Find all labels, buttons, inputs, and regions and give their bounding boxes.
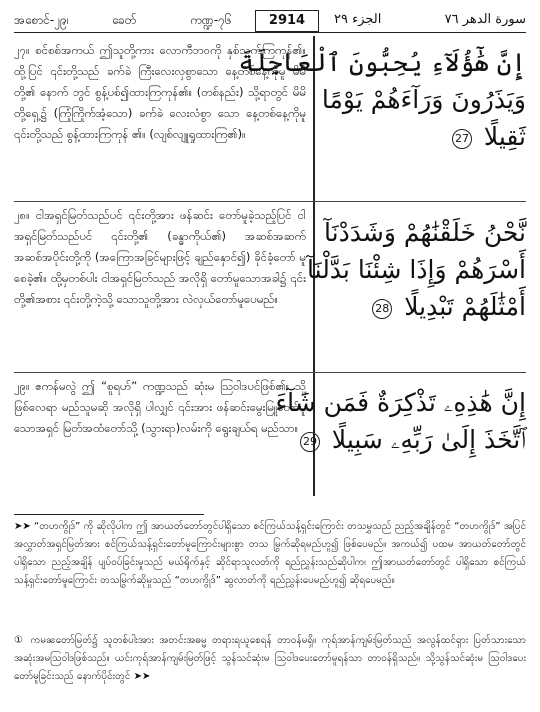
verse-number-badge: 28 [372,299,392,319]
verse-number-badge: 29 [300,432,320,452]
arabic-line: إِنَّ هَٰٓؤُلَآءِ يُحِبُّونَ ٱلْعَاجِلَةَ [238,48,526,77]
arabic-line: ثَقِيلًا 27 [322,118,526,155]
header-juz-mm: ကဏ္ဍ-၇၆ [190,13,232,27]
verse-separator [14,201,526,202]
verse-29-translation: ၂၉။ ဧကန်မလွဲ ဤ “စူရဟ်” ကဏ္ဍသည် ဆုံးမ သြဝါဒပင်ဖြစ်၏။ သို့ဖြစ်လေရာ မည်သူမဆို အလိုရှိ ပါလျှင် ၎င်းအား ဖန်ဆင်းမွေးမြူတော်မူသောအရှင် မြတ်အထံတော်သို့ (သွားရာ)လမ်းကို ရွေးချယ်ရ မည်သာ။ [14,379,306,435]
page-header [14,10,526,33]
arabic-line: أَمْثَٰلَهُمْ تَبْدِيلًا 28 [322,288,526,325]
header-surah-ar: سورة الدهر ٧٦ [444,12,526,27]
footnote-2: ① ကမၼတော်မြတ်၌ သူတစ်ပါးအား အတင်းအဓမ္မ တရားရယူစေရန် တာဝန်မရှိ။ ကုရ်အာန်ကျမ်းမြတ်သည် အလွန်ထင်ရှား ပြတ်သားသော အဆုံးအမသြဝါဒဖြစ်သည်။ ယင်းကုရ်အာန်ကျမ်းမြတ်ဖြင့် သွန်သင်ဆုံးမ သြဝါဒပေးတော်မူရန်သာ တာဝန်ရှိသည်။ သို့သွန်သင်ဆုံးမ သြဝါဒပေးတော်မူခြင်းသည် နောက်ပိုင်းတွင် ➤➤ [14,635,526,682]
arabic-line: نَّحْنُ خَلَقْنَٰهُمْ وَشَدَدْنَآ [324,218,526,247]
arabic-line: أَسْرَهُمْ وَإِذَا شِئْنَا بَدَّلْنَآ [307,255,526,284]
verse-27-translation: ၂၇။ စင်စစ်အကယ် ဤသူတို့ကား လောကီဘဝကို နှစ်သက်ကြကုန်၏။ ထို့ပြင် ၎င်းတို့သည် ခက်ခဲ ကြီးလေးလှစွာသော နေ့တစ်နေ့ကိုမူ မိမိတို့၏ နောက် ဘွင် စွန့်ပစ်၍ထားကြကုန်၏။ (တစ်နည်း) သို့ရာတွင် မိမိတို့ရှေ့၌ (ကြုံကြိုက်အံ့သော) ခက်ခဲ လေးလံစွာ သော နေ့တစ်နေ့ကိုမူ ၎င်းတို့သည် စွန့်ထားကြကုန် ၏။ (လျစ်လျူရှုထားကြ၏)။ [14,43,306,141]
footnote-1: ➤➤ “တဟကွိုဒ်” ကို ဆိုလိုပါက ဤ အာယတ်တော်တွင်ပါရှိသော စင်ကြယ်သန့်ရှင်းကြောင်း တသမွှသည် ညည့်အချိန်တွင် “တဟကွိုဒ်” အပြင် အလွှာတ်အရှင်မြတ်အား စင်ကြယ်သန့်ရှင်းတော်မူကြောင်းများစွာ တသ မြွက်ဆိုရမည်ဟူ၍ ဖြစ်ပေမည်။ အကယ်၍ ပထမ အာယတ်တော်တွင် ပါရှိသော ညည့်အချိန် ပျပ်ဝပ်ခြင်းမှုသည် မယ်ရိုက်နှင့် ဆိုင်ရာသူလတ်ကို ရည်ညွှန်းသည်ဆိုပါက၊ ဤအာယတ်တော်တွင် ပါရှိသော စင်ကြယ်သန့်ရှင်းတော်မူကြောင်း တသမြွက်ဆိုမှုသည် “တဟကွိုဒ်” ဆွလာတ်ကို ရည်ညွှန်းပေမည်ဟူ၍ ဆိုရပေမည်။ [14,521,526,586]
header-issue: အစောင်-၂၉၊ [14,13,69,27]
verse-number-badge: 27 [452,129,472,149]
header-juz-ar: الجزء ٢٩ [334,12,382,27]
page-number: 2914 [255,10,319,32]
verse-29-arabic [275,384,526,458]
verse-27-arabic [238,44,526,155]
verse-28-arabic [307,214,526,325]
arabic-line: ٱتَّخَذَ إِلَىٰ رَبِّهِۦ سَبِيلًا 29 [322,421,526,458]
footnote-rule [14,514,204,515]
header-chapter: ခေတ် [112,13,137,27]
arabic-line: إِنَّ هَٰذِهِۦ تَذْكِرَةٌ فَمَن شَآءَ [275,388,526,417]
verse-28-translation: ၂၈။ ငါအရှင်မြတ်သည်ပင် ၎င်းတို့အား ဖန်ဆင်း တော်မူခဲ့သည့်ပြင် ငါအရှင်မြတ်သည်ပင် ၎င်းတို့၏ (ခန္ဓာကိုယ်၏) အဆစ်အဆက် အဆစ်အပိုင်းတို့ကို (အကြောအခြင်များဖြင့် ချည်နှောင်၍) ခိုင်ခံ့တော် မူစေခဲ့၏။ ထို့မှတစ်ပါး ငါအရှင်မြတ်သည် အလိုရှိ တော်မူသောအခါ၌ ၎င်းတို့၏အစား ၎င်းတို့ကဲ့သို့ သောသူတို့အား လဲလှယ်တော်မူပေမည်။ [14,208,306,306]
arabic-line: وَيَذَرُونَ وَرَآءَهُمْ يَوْمًا [321,85,526,114]
verse-separator [14,372,526,373]
